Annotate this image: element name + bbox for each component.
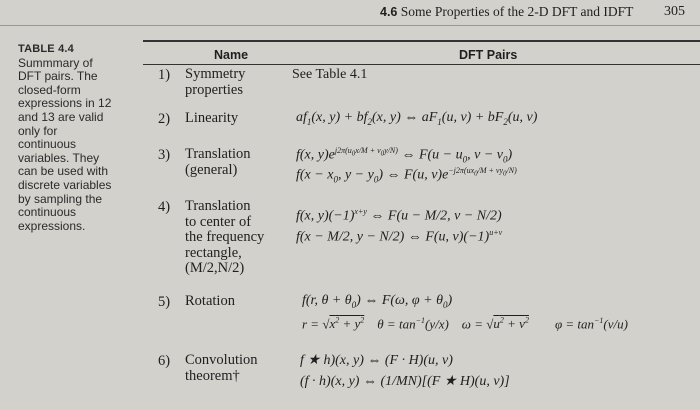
section-number: 4.6	[380, 5, 398, 19]
dft-pair: f ★ h)(x, y) ⇔ (F · H)(u, v)	[300, 353, 453, 368]
dft-pair: f(x, $y)(-1)^{x+y}$ ⇔ F(u − M/2, v − N/2)	[296, 207, 502, 224]
caption-line: by sampling the	[18, 191, 103, 206]
property-name: Rotation	[185, 293, 235, 309]
page-number: 305	[664, 4, 685, 19]
caption-line: Summmary of	[18, 55, 93, 70]
table-header-rule	[143, 64, 700, 65]
dft-pair: $f(x - x_0$, $y - y_0$) ⇔ F(u, $v)e^{-j2\pi(ux_0/M + vy_0/N)}$	[296, 166, 517, 185]
property-name: Translation (general)	[185, 146, 251, 178]
section-title: Some Properties of the 2-D DFT and IDFT	[400, 4, 634, 19]
dft-pair: f(x, $y)e^{j2\pi(u_0x/M + v_0y/N)}$ ⇔ $F(u - u_0$, $v - v_0$)	[296, 146, 513, 165]
table-caption	[18, 43, 136, 233]
caption-line: only for	[18, 123, 58, 138]
table-top-rule	[143, 40, 700, 42]
dft-pair: f(x − M/2, y − N/2) ⇔ F(u, $v)(-1)^{u+v}$	[296, 228, 503, 245]
header-rule	[0, 25, 700, 26]
row-number: 1)	[158, 67, 171, 83]
property-name: Translation to center of the frequency rectangle, (M/2,N/2)	[185, 198, 265, 276]
caption-line: expressions.	[18, 218, 86, 233]
caption-line: continuous	[18, 205, 77, 220]
row-number: 2)	[158, 111, 171, 127]
dft-pair: (f · h)(x, y) ⇔ (1/MN)[(F ★ H)(u, v)]	[300, 374, 510, 389]
dft-pair: See Table 4.1	[292, 67, 368, 82]
table-label: TABLE 4.4	[18, 43, 74, 55]
caption-line: variables. They	[18, 150, 100, 165]
property-name: Symmetry properties	[185, 66, 246, 98]
dft-pair: $r = √x^2 + y^2$ $\theta = \tan^{-1}(y/x)$ $\omega = √u^2 + v^2$ $\varphi = \tan^{-1}(v/u)$	[302, 316, 628, 332]
caption-line: and 13 are valid	[18, 109, 104, 124]
caption-line: expressions in 12	[18, 96, 112, 111]
row-number: 4)	[158, 199, 171, 215]
row-number: 3)	[158, 147, 171, 163]
caption-line: closed-form	[18, 82, 81, 97]
caption-line: continuous	[18, 137, 77, 152]
column-header-pairs: DFT Pairs	[459, 48, 518, 62]
property-name: Linearity	[185, 110, 239, 126]
caption-line: DFT pairs. The	[18, 69, 98, 84]
caption-line: can be used with	[18, 164, 109, 179]
row-number: 5)	[158, 294, 171, 310]
property-name: Convolution theorem†	[185, 352, 258, 384]
page-header	[380, 4, 633, 20]
dft-pair: $af_1(x$, $y) + bf_2(x$, y) ⇔ $aF_1(u$, $v) + bF_2(u$, v)	[296, 110, 538, 127]
dft-pair: f(r, $\theta + \theta_0$) ⇔ F(ω, $\varphi + \theta_0$)	[302, 293, 453, 310]
caption-line: discrete variables	[18, 177, 112, 192]
row-number: 6)	[158, 353, 171, 369]
column-header-name: Name	[214, 48, 249, 62]
